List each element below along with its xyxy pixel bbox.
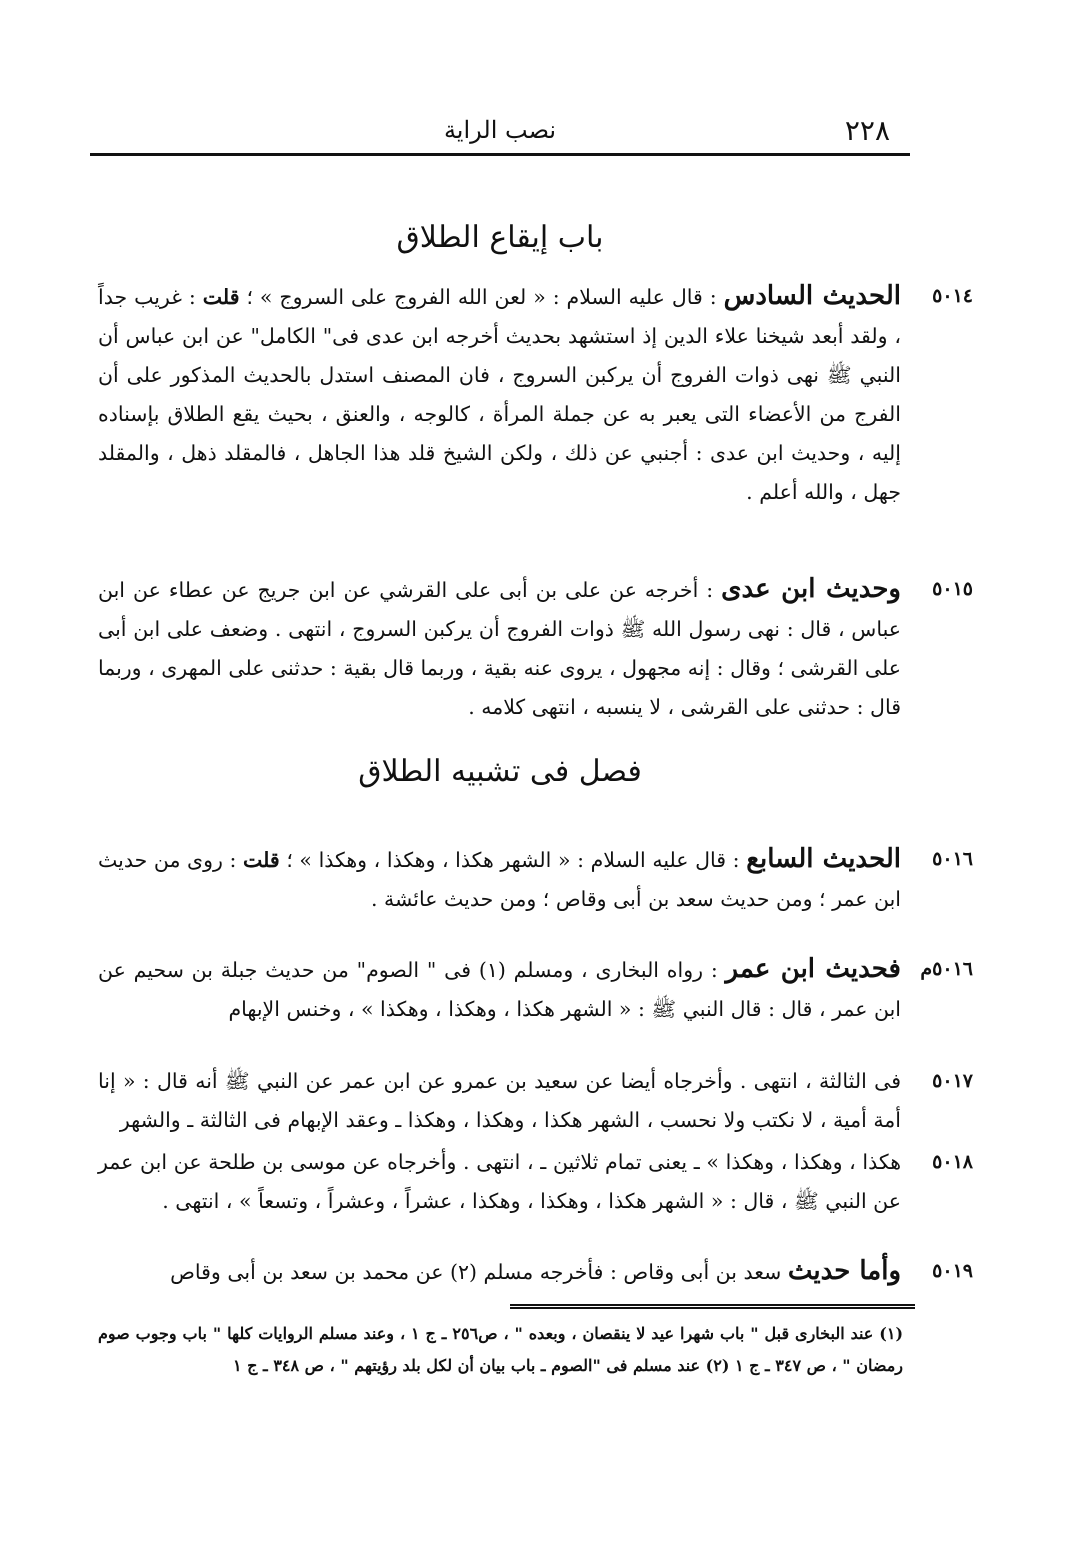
entry-body: : أخرجه عن على بن أبى على القرشي عن ابن جريج عن عطاء عن ابن عباس ، قال : نهى رسول الله ﷺ ذوات الفروج أن يركبن السروج ، انتهى . وضعف على ابن أبى على القرشى ؛ وقال : إنه مجهول ، يروى عنه بقية ، وربما قال بقية : حدثنى على المهرى ، وربما قال : حدثنى على القرشى ، لا ينسبه ، انتهى كلامه . (97, 578, 901, 719)
hadith-entry-5014 (98, 277, 973, 512)
entry-number: ٥٠١٥ (932, 578, 973, 600)
book-title: نصب الراية (443, 116, 557, 144)
entry-body-continued: : روى من حديث ابن عمر ؛ ومن حديث سعد بن أبى وقاص ؛ ومن حديث عائشة . (98, 848, 901, 911)
entry-lead: الحديث السادس (723, 281, 901, 311)
footnotes: (١) عند البخارى قبل " باب شهرا عيد لا ينقصان ، وبعده " ، ص٢٥٦ ـ ج ١ ، وعند مسلم الروايات كلها " باب وجوب صوم رمضان " ، ص ٣٤٧ ـ ج ١ (٢) عند مسلم فى "الصوم ـ باب بيان أن لكل بلد رؤيتهم " ، ص ٣٤٨ ـ ج ١ (98, 1324, 904, 1375)
entry-number: ٥٠١٨ (932, 1151, 973, 1173)
entry-number: ٥٠١٤ (932, 285, 973, 307)
hadith-entry-5019 (98, 1252, 973, 1292)
entry-text (98, 1252, 901, 1292)
hadith-entry-5017 (98, 1062, 973, 1140)
hadith-entry-5015 (98, 570, 973, 727)
hadith-entry-5016 (98, 840, 973, 919)
entry-body: : قال عليه السلام : « لعن الله الفروج على السروج » ؛ (239, 285, 724, 309)
section-title-tashbih: فصل فى تشبيه الطلاق (358, 754, 642, 789)
section-title-talaq: باب إيقاع الطلاق (396, 220, 604, 255)
entry-qult: قلت (202, 285, 240, 309)
entry-qult: قلت (243, 848, 280, 872)
entry-number: ٥٠١٦م (920, 958, 973, 980)
entry-number: ٥٠١٧ (932, 1070, 973, 1092)
entry-lead: وأما حديث (787, 1256, 901, 1286)
entry-text (98, 570, 901, 727)
hadith-entry-5016m (98, 950, 973, 1029)
entry-text (98, 840, 901, 919)
entry-body: : قال عليه السلام : « الشهر هكذا ، وهكذا ، وهكذا » ؛ (279, 848, 747, 872)
page-header (90, 112, 910, 156)
footnote-rule (510, 1304, 915, 1309)
entry-text (98, 277, 901, 512)
entry-body-continued: : غريب جداً ، ولقد أبعد شيخنا علاء الدين إذ استشهد بحديث أخرجه ابن عدى فى" الكامل" عن ابن عباس أن النبي ﷺ نهى ذوات الفروج أن يركبن السروج ، فان المصنف استدل بالحديث المذكور على أن الفرج من الأعضاء التى يعبر به عن جملة المرأة ، كالوجه ، والعنق ، بحيث يقع الطلاق بإسناده إليه ، وحديث ابن عدى : أجنبي عن ذلك ، ولكن الشيخ قلد هذا الجاهل ، فالمقلد ذهل ، والمقلد جهل ، والله أعلم . (98, 285, 901, 504)
entry-body: فى الثالثة ، انتهى . وأخرجاه أيضا عن سعيد بن عمرو عن ابن عمر عن النبي ﷺ أنه قال : « إنا أمة أمية ، لا نكتب ولا نحسب ، الشهر هكذا ، وهكذا ، وهكذا ـ وعقد الإبهام فى الثالثة ـ والشهر (98, 1069, 901, 1132)
entry-lead: فحديث ابن عمر (725, 954, 901, 984)
entry-body: سعد بن أبى وقاص : فأخرجه مسلم (٢) عن محمد بن سعد بن أبى وقاص (170, 1260, 788, 1284)
entry-body: هكذا ، وهكذا ، وهكذا » ـ يعنى تمام ثلاثين ـ ، انتهى . وأخرجاه عن موسى بن طلحة عن ابن عمر عن النبي ﷺ ، قال : « الشهر هكذا ، وهكذا ، وهكذا ، عشراً ، وعشراً ، وتسعاً » ، انتهى . (98, 1150, 901, 1213)
entry-number: ٥٠١٦ (932, 848, 973, 870)
entry-text (98, 1062, 901, 1140)
entry-lead: الحديث السابع (746, 844, 901, 874)
hadith-entry-5018 (98, 1143, 973, 1221)
entry-text (98, 950, 901, 1029)
entry-number: ٥٠١٩ (932, 1260, 973, 1282)
entry-lead: وحديث ابن عدى (721, 574, 901, 604)
entry-text (98, 1143, 901, 1221)
entry-body: : رواه البخارى ، ومسلم (١) فى " الصوم" من حديث جبلة بن سحيم عن ابن عمر ، قال : قال النبي ﷺ : « الشهر هكذا ، وهكذا ، وهكذا » ، وخنس الإبهام (98, 958, 901, 1021)
page-number: ٢٢٨ (844, 114, 890, 147)
